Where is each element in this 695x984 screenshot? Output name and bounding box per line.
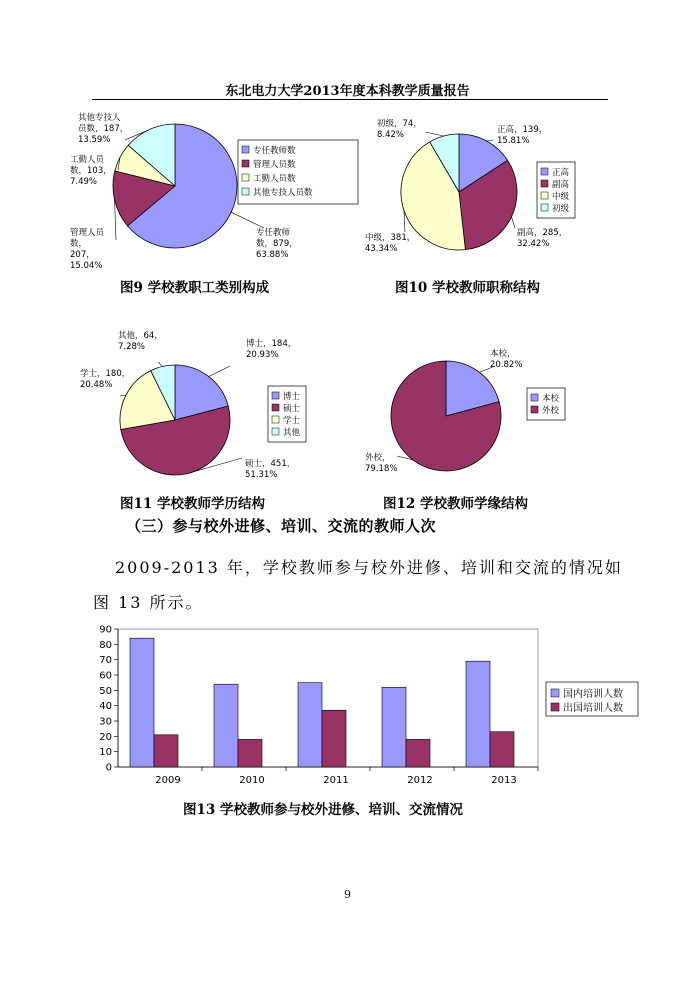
slice-label-line: 63.88% [256, 250, 289, 260]
slice-label-1 [256, 227, 298, 260]
slice-label-line: 20.48% [80, 380, 113, 390]
y-tick-label: 50 [99, 685, 112, 697]
slice-label-3 [365, 232, 415, 254]
bar-2009-series-2 [154, 735, 178, 767]
bar-2013-series-2 [490, 732, 514, 767]
legend-entry-2: 管理人员数 [253, 160, 296, 170]
bar-2010-series-1 [214, 684, 238, 767]
legend-entry-1: 博士 [283, 392, 301, 402]
slice-label-3 [80, 368, 130, 390]
y-tick-label: 70 [99, 655, 112, 667]
slice-label-line: 数， [70, 239, 88, 249]
y-tick-label: 20 [99, 731, 112, 743]
slice-label-line: 7.28% [118, 342, 146, 352]
legend-entry-4: 初级 [552, 204, 570, 214]
slice-label-1 [246, 338, 296, 360]
fig11-caption: 图11 学校教师学历结构 [120, 496, 265, 512]
legend-swatch-2 [551, 703, 559, 711]
fig12-pie-chart [355, 326, 595, 491]
x-tick-label-2009: 2009 [155, 775, 181, 786]
legend-swatch-4 [242, 188, 249, 195]
x-tick-label-2010: 2010 [239, 775, 265, 786]
x-tick-label-2013: 2013 [491, 775, 517, 786]
paragraph-line-1: 2009-2013 年，学校教师参与校外进修、培训和交流的情况如 [115, 558, 623, 577]
legend-entry-1: 本校 [542, 394, 560, 404]
slice-label-line: 外校， [365, 453, 391, 463]
slice-label-line: 43.34% [365, 244, 398, 254]
slice-label-2 [245, 458, 295, 480]
slice-label-line: 学士，180， [80, 369, 131, 379]
x-tick-label-2012: 2012 [407, 775, 433, 786]
y-tick-label: 30 [99, 716, 112, 728]
fig10-pie-chart [355, 110, 595, 275]
bar-2009-series-1 [130, 638, 154, 767]
y-tick-label: 0 [105, 762, 112, 774]
y-tick-label: 10 [99, 747, 112, 759]
legend-entry-3: 工勤人员数 [253, 174, 296, 184]
slice-label-line: 数，103， [70, 166, 112, 176]
slice-label-line: 79.18% [365, 464, 398, 474]
legend-entry-1: 正高 [552, 168, 570, 178]
legend-entry-3: 中级 [552, 192, 570, 202]
legend-swatch-3 [541, 192, 548, 199]
slice-label-line: 工勤人员 [70, 155, 105, 165]
legend-entry-1: 国内培训人数 [563, 689, 623, 700]
header-divider [92, 99, 608, 100]
fig13-caption: 图13 学校教师参与校外进修、培训、交流情况 [183, 802, 463, 818]
leader-line-3 [120, 395, 126, 396]
slice-label-4 [78, 112, 128, 145]
y-tick-label: 40 [99, 701, 112, 713]
legend-swatch-3 [242, 174, 249, 181]
section-heading: （三）参与校外进修、培训、交流的教师人次 [126, 517, 437, 535]
slice-label-1 [490, 348, 522, 370]
slice-label-4 [377, 118, 422, 140]
slice-label-2 [70, 227, 106, 271]
legend-swatch-3 [272, 416, 279, 423]
slice-label-line: 专任教师 [256, 228, 291, 238]
legend-swatch-4 [272, 428, 279, 435]
slice-label-line: 32.42% [517, 239, 550, 249]
slice-label-line: 15.81% [497, 136, 530, 146]
slice-label-line: 员数，187， [78, 124, 129, 134]
leader-line-1 [487, 140, 493, 141]
legend-swatch-2 [531, 406, 538, 413]
slice-label-line: 管理人员 [70, 228, 105, 238]
slice-label-line: 51.31% [245, 470, 278, 480]
bar-2012-series-1 [382, 687, 406, 767]
legend-entry-4: 其他 [283, 428, 301, 438]
slice-label-line: 副高，285， [517, 228, 568, 238]
slice-label-line: 20.82% [490, 360, 523, 370]
leader-line-1 [231, 212, 264, 228]
legend-entry-2: 外校 [542, 406, 560, 416]
leader-line-1 [209, 366, 230, 376]
fig9-pie-chart [70, 110, 340, 275]
slice-label-2 [365, 452, 397, 474]
slice-label-line: 7.49% [70, 177, 98, 187]
legend-entry-2: 副高 [552, 180, 570, 190]
legend-entry-3: 学士 [283, 416, 301, 426]
leader-line-4 [425, 132, 444, 136]
y-tick-label: 90 [99, 624, 112, 636]
slice-label-4 [118, 330, 163, 352]
leader-line-4 [158, 362, 163, 366]
fig13-bar-chart [88, 620, 648, 790]
legend-swatch-1 [272, 392, 279, 399]
slice-label-line: 13.59% [78, 135, 111, 145]
legend-swatch-1 [551, 689, 559, 697]
slice-label-line: 其他，64， [118, 331, 163, 341]
slice-label-line: 本校， [490, 349, 516, 359]
slice-label-line: 正高，139， [497, 125, 548, 135]
slice-label-2 [517, 227, 567, 249]
leader-line-2 [511, 217, 515, 228]
slice-label-line: 硕士，451， [245, 459, 296, 469]
legend-entry-2: 硕士 [283, 404, 301, 414]
legend-swatch-2 [242, 160, 249, 167]
report-header: 东北电力大学2013年度本科教学质量报告 [225, 84, 470, 99]
y-tick-label: 80 [99, 639, 112, 651]
slice-label-line: 8.42% [377, 130, 405, 140]
bar-2011-series-1 [298, 683, 322, 767]
fig11-pie-chart [80, 326, 340, 491]
slice-label-line: 中级，381， [365, 233, 416, 243]
slice-label-line: 其他专技人 [78, 113, 121, 123]
fig12-caption: 图12 学校教师学缘结构 [383, 496, 528, 512]
fig10-caption: 图10 学校教师职称结构 [395, 280, 540, 296]
slice-label-line: 博士，184， [246, 339, 297, 349]
leader-line-2 [115, 200, 116, 240]
bar-2010-series-2 [238, 739, 262, 767]
y-tick-label: 60 [99, 670, 112, 682]
legend-swatch-2 [272, 404, 279, 411]
legend-entry-4: 其他专技人员数 [253, 188, 313, 198]
legend-entry-2: 出国培训人数 [563, 703, 623, 714]
bar-2011-series-2 [322, 710, 346, 767]
slice-label-line: 初级，74， [377, 119, 422, 129]
legend-swatch-1 [541, 168, 548, 175]
slice-label-1 [497, 124, 547, 146]
paragraph-line-2: 图 13 所示。 [93, 593, 204, 612]
legend-swatch-4 [541, 204, 548, 211]
legend-entry-1: 专任教师数 [253, 146, 296, 156]
slice-label-line: 207， [70, 250, 95, 260]
bar-2012-series-2 [406, 739, 430, 767]
slice-label-line: 15.04% [70, 261, 103, 271]
slice-label-line: 数，879， [256, 239, 298, 249]
page-number: 9 [344, 888, 351, 901]
bar-2013-series-1 [466, 661, 490, 767]
legend-swatch-1 [242, 146, 249, 153]
x-tick-label-2011: 2011 [323, 775, 349, 786]
legend-swatch-2 [541, 180, 548, 187]
slice-label-3 [70, 154, 112, 187]
fig9-caption: 图9 学校教职工类别构成 [120, 280, 270, 296]
legend-swatch-1 [531, 394, 538, 401]
slice-label-line: 20.93% [246, 350, 279, 360]
